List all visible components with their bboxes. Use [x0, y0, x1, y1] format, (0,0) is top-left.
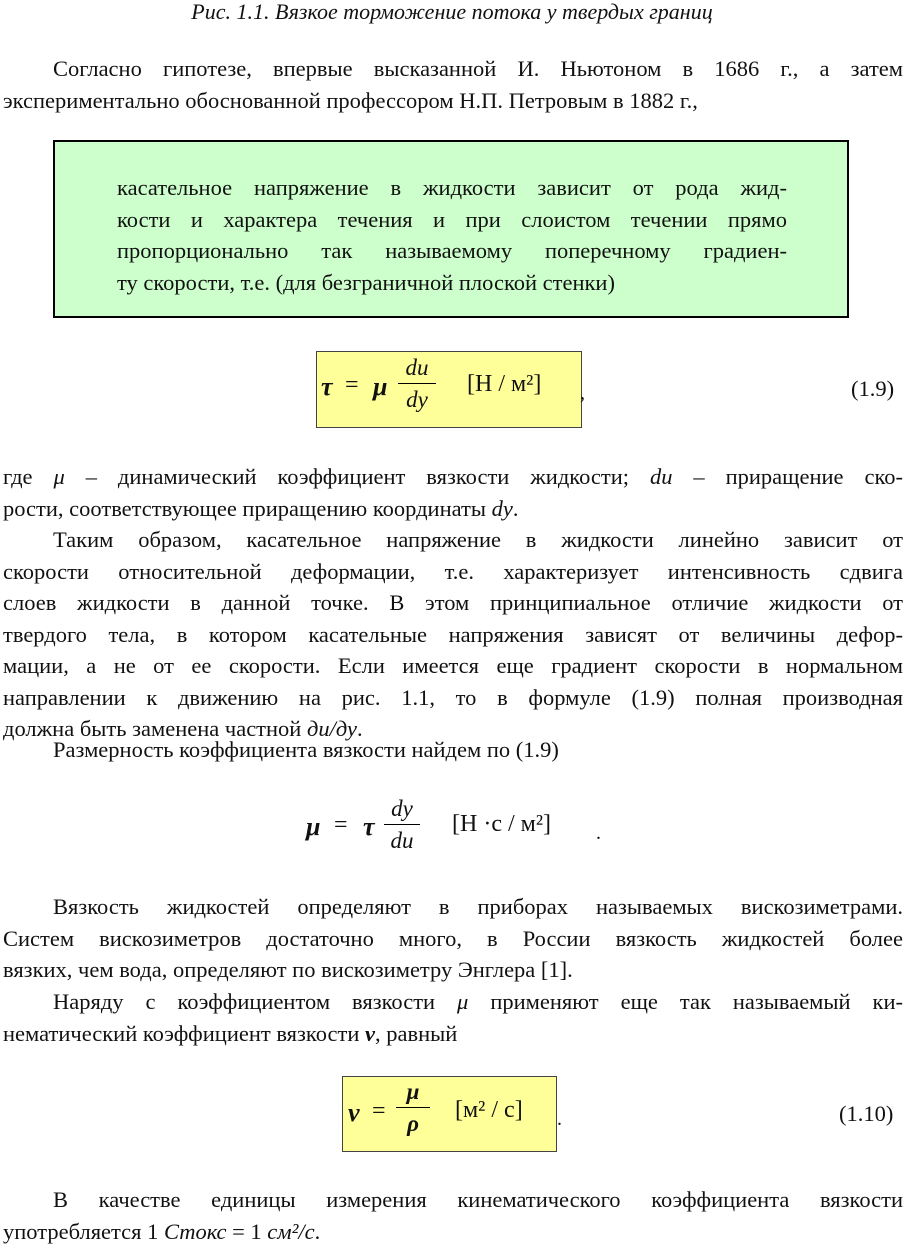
paragraph-3: Размерность коэффициента вязкости найдем по (1.9)	[53, 737, 559, 762]
paragraph-5: Наряду с коэффициентом вязкости μ применяют еще так называемый ки- нематический коэффициент вязкости ν, равный	[3, 989, 904, 1046]
paragraph-4: Вязкость жидкостей определяют в приборах называемых вискозиметрами. Систем вискозиметров достаточно много, в России вязкость жидкостей более вязких, чем вода, определяют по вискозиметру Энглера [1].	[3, 894, 903, 982]
eq110-unit: [м² / с]	[455, 1097, 523, 1123]
eq19-coef: μ	[373, 372, 388, 401]
eq110-number: (1.10)	[839, 1101, 894, 1126]
eq19-lhs: τ	[321, 372, 333, 401]
eqmu-coef: τ	[363, 812, 375, 841]
eqmu-equals: =	[334, 812, 348, 838]
eq19-equals: =	[345, 372, 359, 398]
intro-paragraph: Согласно гипотезе, впервые высказанной И. Ньютоном в 1686 г., а затем экспериментально обоснованной профессором Н.П. Петровым в 1882 г.,	[3, 56, 903, 113]
where-paragraph: где μ – динамический коэффициент вязкости жидкости; du – приращение ско- рости, соответствующее приращению координаты dy.	[3, 464, 903, 521]
figure-caption: Рис. 1.1. Вязкое торможение потока у твердых границ	[191, 0, 713, 24]
eqmu-trail: .	[596, 822, 601, 844]
eq110-lhs: ν	[348, 1098, 360, 1127]
definition-box: касательное напряжение в жидкости зависит от рода жид- кости и характера течения и при слоистом течении прямо пропорционально так называемому поперечному градиен- ту скорости, т.е. (для безграничной плоской стенки)	[53, 140, 849, 318]
eqmu-fraction: dy du	[384, 795, 420, 854]
eq110-fraction: μ ρ	[396, 1078, 430, 1137]
eqmu-lhs: μ	[306, 812, 321, 841]
eq19-number: (1.9)	[851, 376, 895, 401]
paragraph-2: Таким образом, касательное напряжение в жидкости линейно зависит от скорости относительной деформации, т.е. характеризует интенсивность сдвига слоев жидкости в данной точке. В этом принципиальное отличие жидкости от твердого тела, в котором касательные напряжения зависят от величины дефор- мации, а не от ее скорости. Если имеется еще градиент скорости в нормальном направлении к движению на рис. 1.1, то в формуле (1.9) полная производная должна быть заменена частной ди/ду.	[3, 527, 903, 741]
eq19-unit: [Н / м²]	[467, 371, 542, 397]
paragraph-6: В качестве единицы измерения кинематического коэффициента вязкости употребляется 1 Стокс = 1 см²/с.	[3, 1187, 903, 1244]
eq110-equals: =	[372, 1098, 386, 1124]
eq19-fraction: du dy	[398, 354, 436, 413]
eq19-trail: ,	[580, 382, 585, 404]
eq110-trail: .	[557, 1108, 562, 1130]
eqmu-unit: [Н ·с / м²]	[452, 811, 552, 837]
